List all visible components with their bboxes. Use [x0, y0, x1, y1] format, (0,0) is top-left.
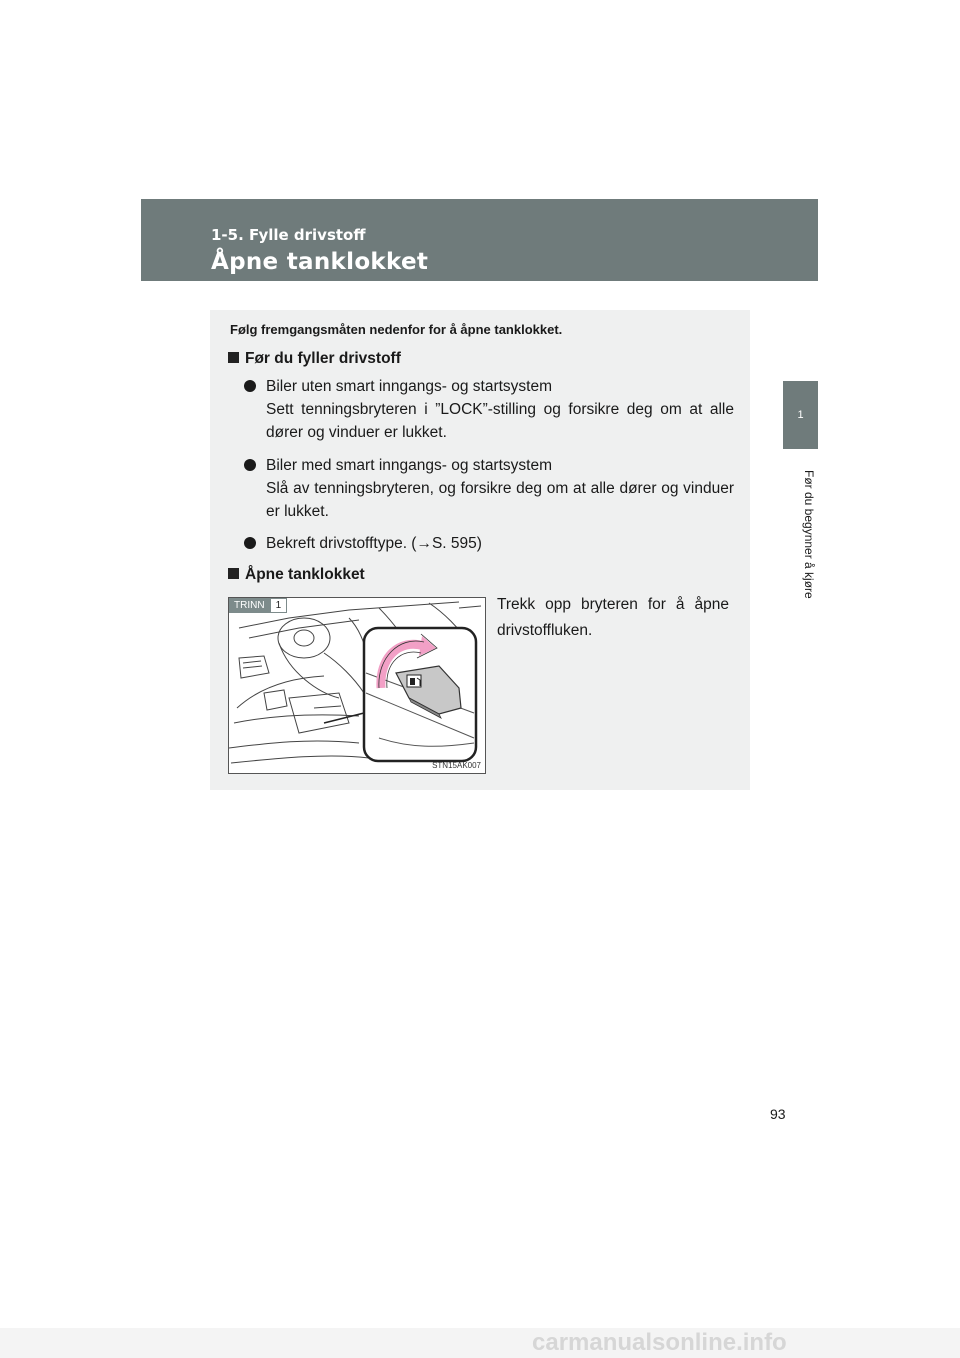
fuel-door-opener-illustration — [228, 597, 486, 774]
bullet-item — [244, 454, 734, 523]
bullet-title: Bekreft drivstofftype. (→S. 595) — [266, 535, 482, 552]
content-box — [210, 310, 750, 790]
intro-text: Følg fremgangsmåten nedenfor for å åpne tanklokket. — [230, 322, 563, 337]
watermark-text: carmanualsonline.info — [532, 1329, 787, 1356]
bullet-dot-icon — [244, 459, 256, 471]
step-instruction: Trekk opp bryteren for å åpne drivstoffluken. — [497, 596, 729, 639]
chapter-header — [141, 199, 818, 281]
step-label: TRINN — [229, 598, 270, 613]
bullet-dot-icon — [244, 537, 256, 549]
bullet-body: Slå av tenningsbryteren, og forsikre deg om at alle dører og vinduer er lukket. — [266, 480, 734, 520]
section-heading-open-fuel-cap — [228, 566, 365, 584]
section-heading-before-fueling — [228, 350, 401, 368]
square-bullet-icon — [228, 352, 239, 363]
square-bullet-icon — [228, 568, 239, 579]
bullet-item — [244, 375, 734, 444]
bullet-body: Sett tenningsbryteren i ”LOCK”-stilling og forsikre deg om at alle dører og vinduer er lukket. — [266, 401, 734, 441]
chapter-tab[interactable]: 1 — [783, 381, 818, 449]
car-interior-drawing — [229, 598, 485, 773]
step-badge — [229, 598, 287, 613]
page-number: 93 — [770, 1106, 786, 1122]
bullet-item — [244, 532, 734, 555]
section-heading-text: Før du fyller drivstoff — [245, 350, 401, 367]
section-label: 1-5. Fylle drivstoff — [211, 226, 366, 244]
bullet-dot-icon — [244, 380, 256, 392]
section-heading-text: Åpne tanklokket — [245, 566, 365, 583]
step-number: 1 — [270, 598, 288, 613]
bullet-title: Biler uten smart inngangs- og startsystem — [266, 378, 553, 395]
chapter-tab-label: Før du begynner å kjøre — [802, 470, 816, 599]
page-title: Åpne tanklokket — [211, 249, 429, 275]
watermark-bar — [0, 1328, 960, 1358]
figure-code: STN15AK007 — [432, 761, 481, 770]
bullet-title: Biler med smart inngangs- og startsystem — [266, 457, 552, 474]
